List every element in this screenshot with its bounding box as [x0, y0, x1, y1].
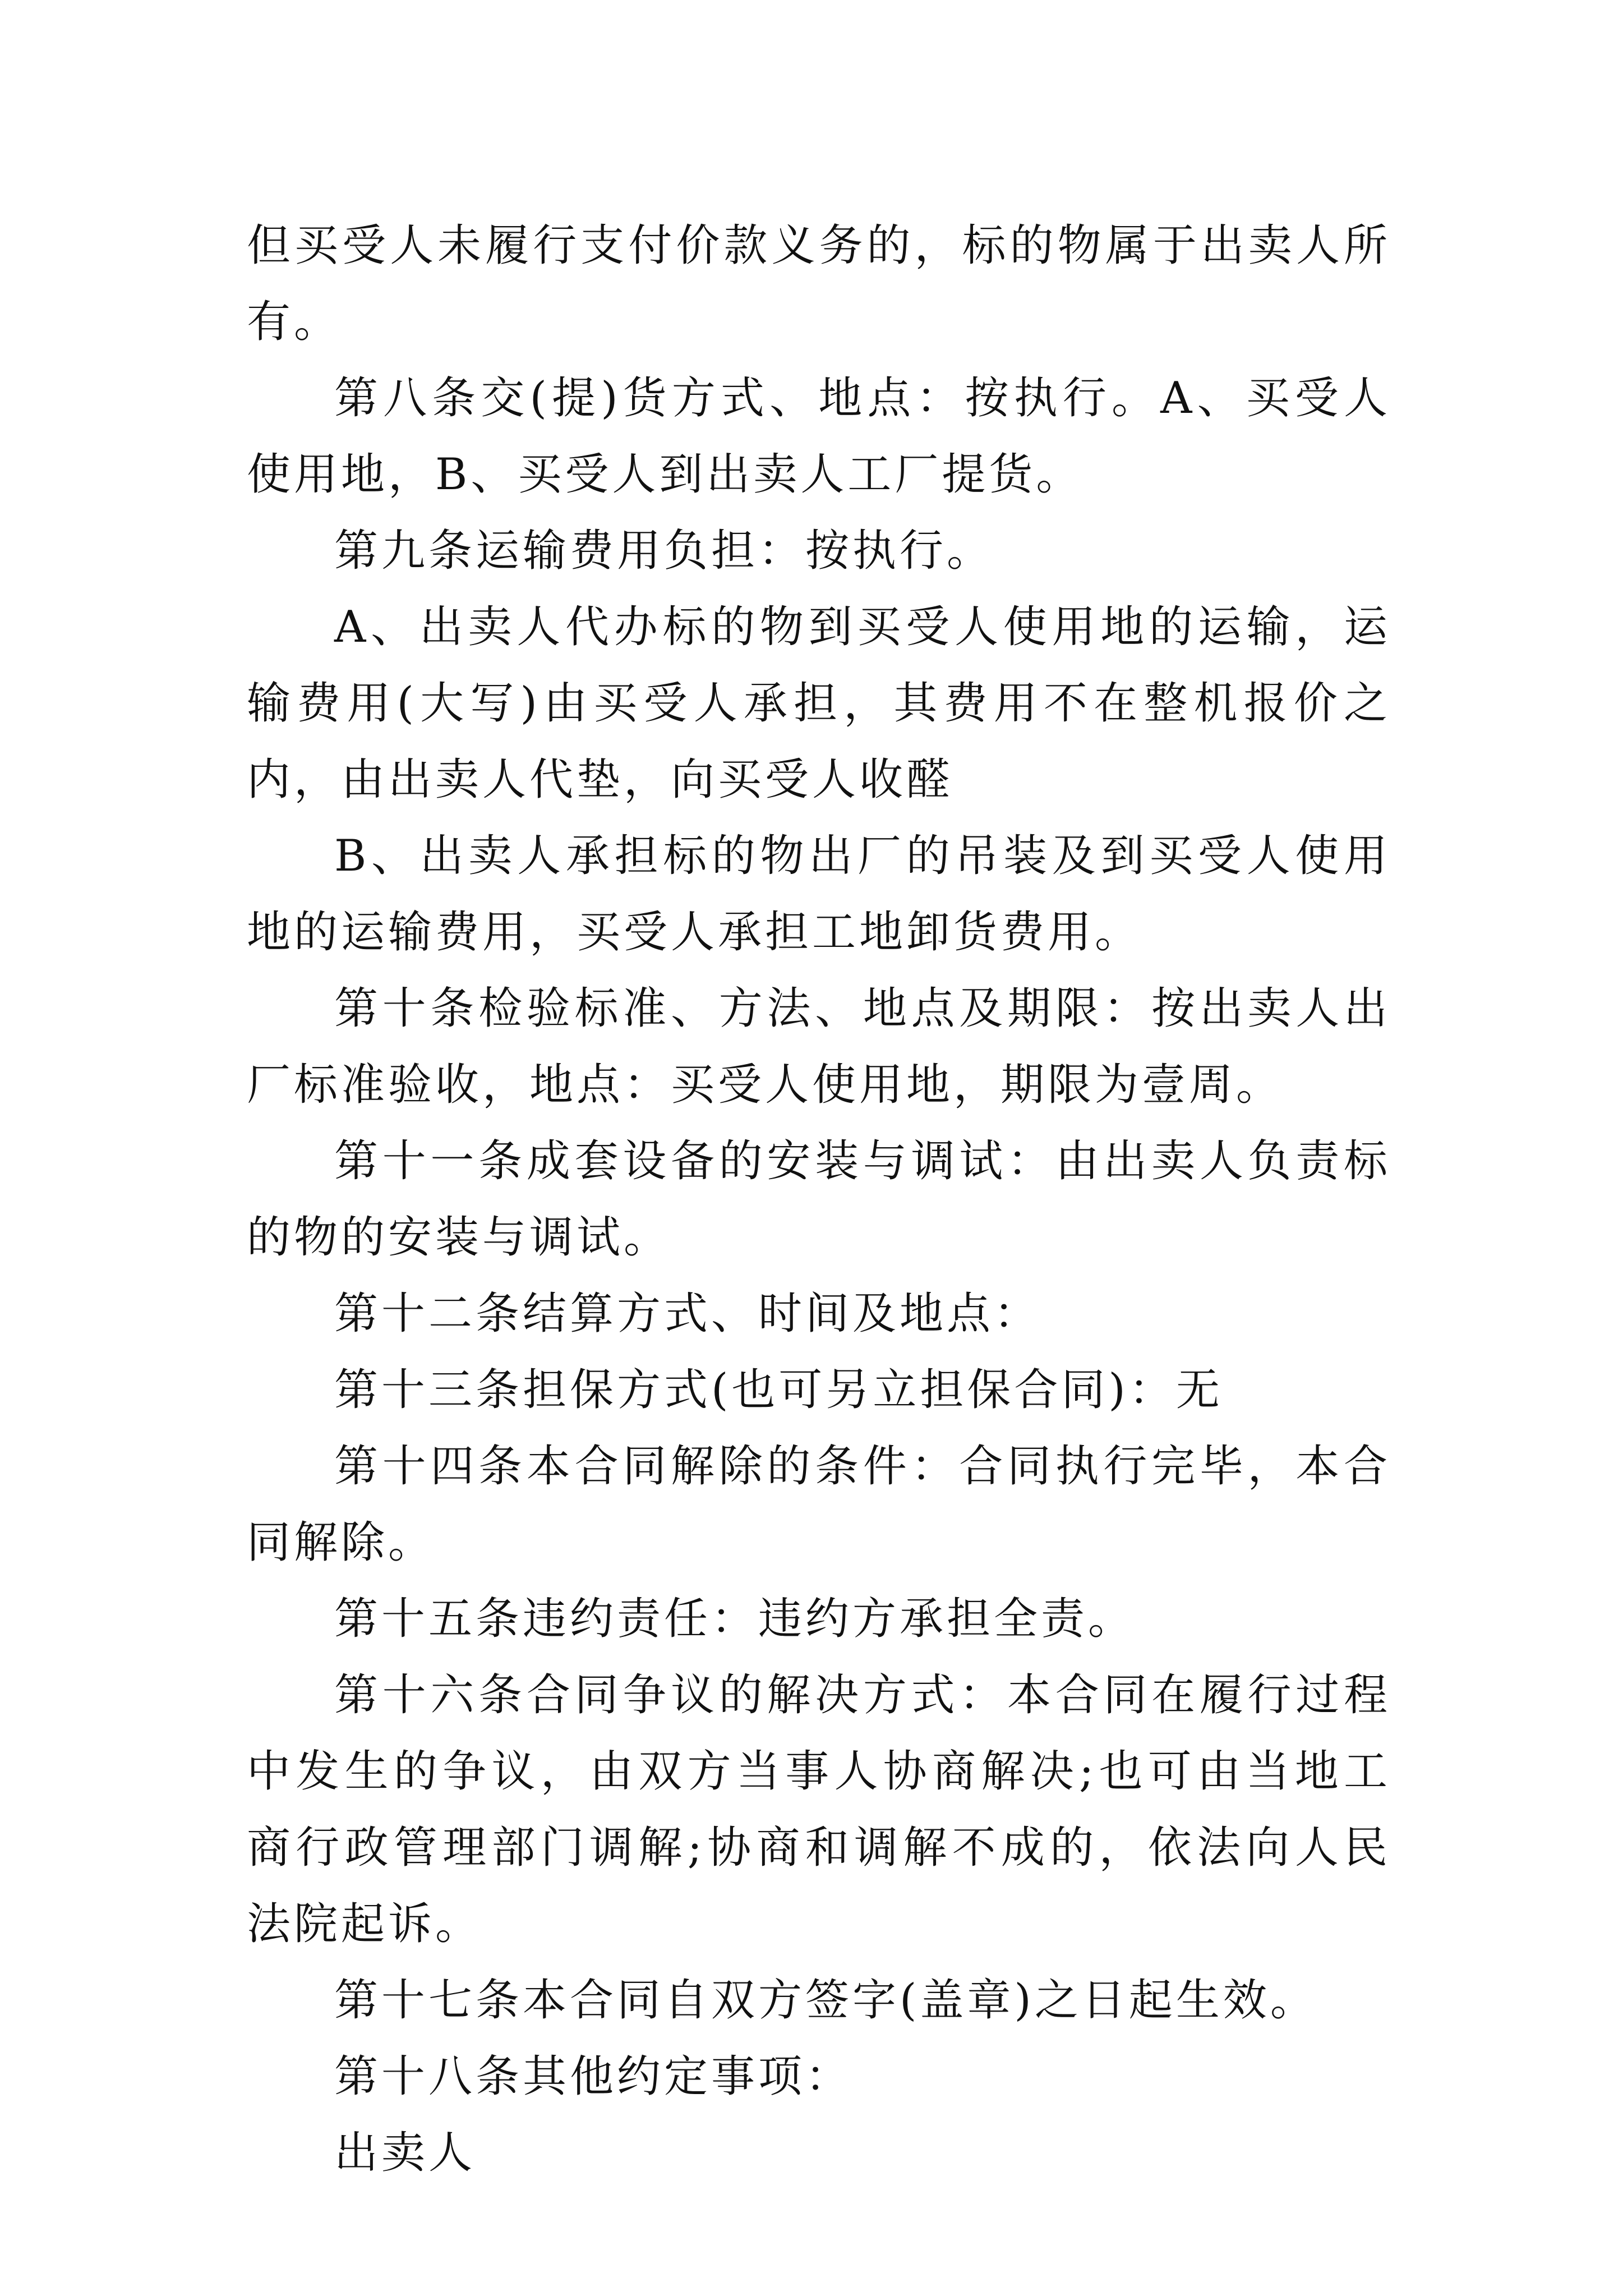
paragraph-article-9-option-a: A、出卖人代办标的物到买受人使用地的运输，运输费用(大写)由买受人承担，其费用不在整机报价之内，由出卖人代垫，向买受人收醛	[247, 602, 1391, 805]
paragraph-article-9-option-b: B、出卖人承担标的物出厂的吊装及到买受人使用地的运输费用，买受人承担工地卸货费用。	[247, 831, 1391, 958]
paragraph-article-10: 第十条检验标准、方法、地点及期限：按出卖人出厂标准验收，地点：买受人使用地，期限为壹周。	[247, 983, 1391, 1110]
paragraph-article-12: 第十二条结算方式、时间及地点：	[334, 1289, 1041, 1339]
paragraph-article-13: 第十三条担保方式(也可另立担保合同)：无	[334, 1365, 1223, 1415]
paragraph-article-14: 第十四条本合同解除的条件：合同执行完毕，本合同解除。	[247, 1441, 1391, 1568]
paragraph-article-16: 第十六条合同争议的解决方式：本合同在履行过程中发生的争议，由双方当事人协商解决;也可由当地工商行政管理部门调解;协商和调解不成的，依法向人民法院起诉。	[247, 1670, 1391, 1949]
paragraph-article-9: 第九条运输费用负担：按执行。	[334, 526, 994, 576]
paragraph-article-15: 第十五条违约责任：违约方承担全责。	[334, 1594, 1136, 1644]
paragraph-article-18: 第十八条其他约定事项：	[334, 2051, 853, 2102]
document-body	[247, 208, 1391, 2191]
paragraph-article-8: 第八条交(提)货方式、地点：按执行。A、买受人使用地，B、买受人到出卖人工厂提货。	[247, 373, 1391, 500]
paragraph-article-17: 第十七条本合同自双方签字(盖章)之日起生效。	[334, 1975, 1317, 2026]
paragraph-ownership: 但买受人未履行支付价款义务的，标的物属于出卖人所有。	[247, 220, 1391, 347]
paragraph-seller-signature: 出卖人	[334, 2128, 476, 2178]
paragraph-article-11: 第十一条成套设备的安装与调试：由出卖人负责标的物的安装与调试。	[247, 1136, 1391, 1263]
